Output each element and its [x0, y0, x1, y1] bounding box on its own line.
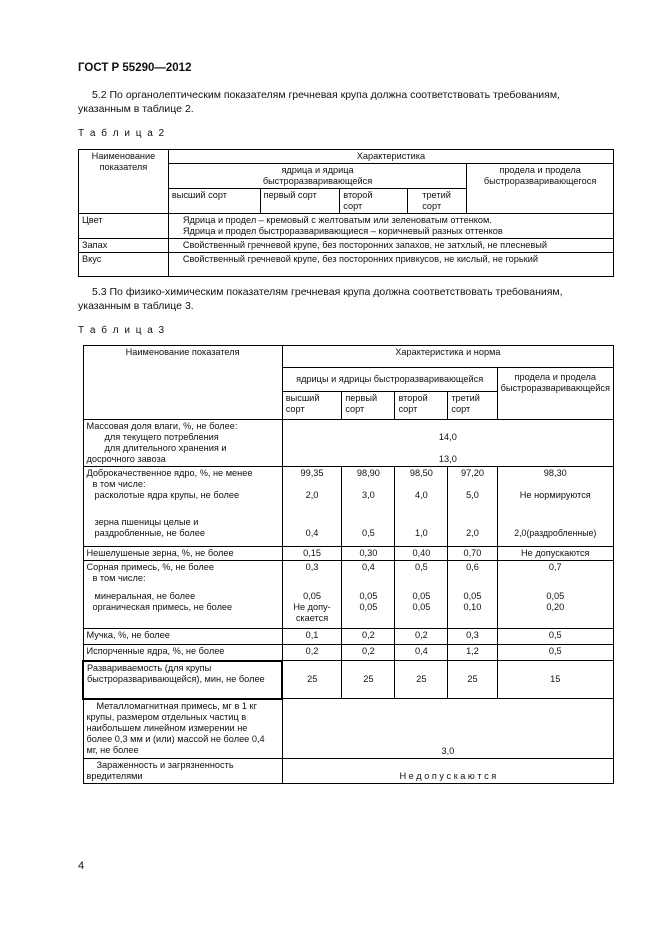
- t3-flour-v4: 0,3: [448, 629, 497, 645]
- t2-sort-3: второй сорт: [340, 189, 408, 214]
- t2-row-smell-value: Свойственный гречневой крупе, без посторонних запахов, не затхлый, не плесневый: [168, 239, 613, 253]
- t2-row-taste-name: Вкус: [79, 253, 169, 277]
- t3-metal-name: Металломагнитная примесь, мг в 1 кг крупы, размером отдельных частиц в наибольшем линейном измерении не более 0,3 мм и (или) массой не более 0,4 мг, не более: [83, 699, 282, 759]
- t2-row-taste-value: Свойственный гречневой крупе, без посторонних привкусов, не кислый, не горький: [168, 253, 613, 277]
- t3-unhulled-v5: Не допускаются: [497, 547, 613, 561]
- t2-row-color-name: Цвет: [79, 214, 169, 239]
- t3-pests-value: Н е д о п у с к а ю т с я: [282, 759, 613, 784]
- t3-moisture-name: Массовая доля влаги, %, не более: для текущего потребления для длительного хранения и досрочного завоза: [83, 420, 282, 467]
- t3-header-name: Наименование показателя: [83, 346, 282, 420]
- t3-spoiled-v2: 0,2: [342, 645, 395, 661]
- t3-flour-v5: 0,5: [497, 629, 613, 645]
- t2-sort-2: первый сорт: [260, 189, 340, 214]
- table-2-label: Т а б л и ц а 2: [78, 128, 166, 139]
- t3-good-col4: 97,20 5,0 2,0: [448, 467, 497, 547]
- document-header: ГОСТ Р 55290—2012: [78, 62, 192, 74]
- t3-spoiled-v4: 1,2: [448, 645, 497, 661]
- t3-flour-name: Мучка, %, не более: [83, 629, 282, 645]
- t3-boil-name: Развариваемость (для крупы быстроразваривающейся), мин, не более: [83, 661, 282, 699]
- t3-weed-col1: 0,3 0,05 Не допу- скается: [282, 561, 342, 629]
- t3-header-prodel: продела и продела быстроразваривающейся: [497, 368, 613, 420]
- t3-unhulled-v2: 0,30: [342, 547, 395, 561]
- page-number: 4: [78, 860, 85, 872]
- t3-pests-name: Зараженность и загрязненность вредителями: [83, 759, 282, 784]
- t3-header-characteristic: Характеристика и норма: [282, 346, 613, 368]
- t2-sort-1: высший сорт: [168, 189, 260, 214]
- t3-good-col5: 98,30 Не нормируются 2,0(раздробленные): [497, 467, 613, 547]
- t3-unhulled-name: Нешелушеные зерна, %, не более: [83, 547, 282, 561]
- t3-weed-col3: 0,5 0,05 0,05: [395, 561, 448, 629]
- t3-good-col2: 98,90 3,0 0,5: [342, 467, 395, 547]
- t3-boil-v1: 25: [282, 661, 342, 699]
- table-3: [82, 345, 614, 784]
- t3-spoiled-v3: 0,4: [395, 645, 448, 661]
- t3-spoiled-v1: 0,2: [282, 645, 342, 661]
- t2-row-smell-name: Запах: [79, 239, 169, 253]
- t3-spoiled-name: Испорченные ядра, %, не более: [83, 645, 282, 661]
- paragraph-5-3: 5.3 По физико-химическим показателям гречневая крупа должна соответствовать требованиям, указанным в таблице 3.: [78, 286, 563, 312]
- t3-metal-value: 3,0: [282, 699, 613, 759]
- t2-header-prodel: продела и продела быстроразваривающегося: [467, 164, 614, 214]
- t3-weed-name: Сорная примесь, %, не более в том числе: минеральная, не более органическая примесь, не более: [83, 561, 282, 629]
- t3-boil-v4: 25: [448, 661, 497, 699]
- t2-header-kernel: ядрица и ядрица быстроразваривающейся: [168, 164, 466, 189]
- table-3-label: Т а б л и ц а 3: [78, 325, 166, 336]
- table-2: [78, 149, 614, 277]
- t3-weed-col2: 0,4 0,05 0,05: [342, 561, 395, 629]
- t3-sort-1: высший сорт: [282, 392, 342, 420]
- t3-unhulled-v1: 0,15: [282, 547, 342, 561]
- t3-moisture-values: 14,0 13,0: [282, 420, 613, 467]
- t3-header-kernel: ядрицы и ядрицы быстроразваривающейся: [282, 368, 497, 392]
- t3-boil-v2: 25: [342, 661, 395, 699]
- t3-sort-4: третий сорт: [448, 392, 497, 420]
- t3-sort-3: второй сорт: [395, 392, 448, 420]
- t3-boil-v3: 25: [395, 661, 448, 699]
- t3-unhulled-v3: 0,40: [395, 547, 448, 561]
- t3-weed-col5: 0,7 0,05 0,20: [497, 561, 613, 629]
- t3-boil-v5: 15: [497, 661, 613, 699]
- t3-good-col3: 98,50 4,0 1,0: [395, 467, 448, 547]
- t3-weed-col4: 0,6 0,05 0,10: [448, 561, 497, 629]
- t3-unhulled-v4: 0,70: [448, 547, 497, 561]
- t3-sort-2: первый сорт: [342, 392, 395, 420]
- t3-good-name: Доброкачественное ядро, %, не менее в том числе: расколотые ядра крупы, не более зерна пшеницы целые и раздробленные, не более: [83, 467, 282, 547]
- t3-flour-v1: 0,1: [282, 629, 342, 645]
- t3-flour-v3: 0,2: [395, 629, 448, 645]
- t3-flour-v2: 0,2: [342, 629, 395, 645]
- t3-spoiled-v5: 0,5: [497, 645, 613, 661]
- t2-row-color-value: Ядрица и продел – кремовый с желтоватым или зеленоватым оттенком. Ядрица и продел быстроразваривающиеся – коричневый разных оттенков: [168, 214, 613, 239]
- t3-good-col1: 99,35 2,0 0,4: [282, 467, 342, 547]
- t2-header-characteristic: Характеристика: [168, 150, 613, 164]
- t2-sort-4: третий сорт: [408, 189, 467, 214]
- paragraph-5-2: 5.2 По органолептическим показателям гречневая крупа должна соответствовать требованиям, указанным в таблице 2.: [78, 89, 560, 115]
- t2-header-name: Наименование показателя: [79, 150, 169, 214]
